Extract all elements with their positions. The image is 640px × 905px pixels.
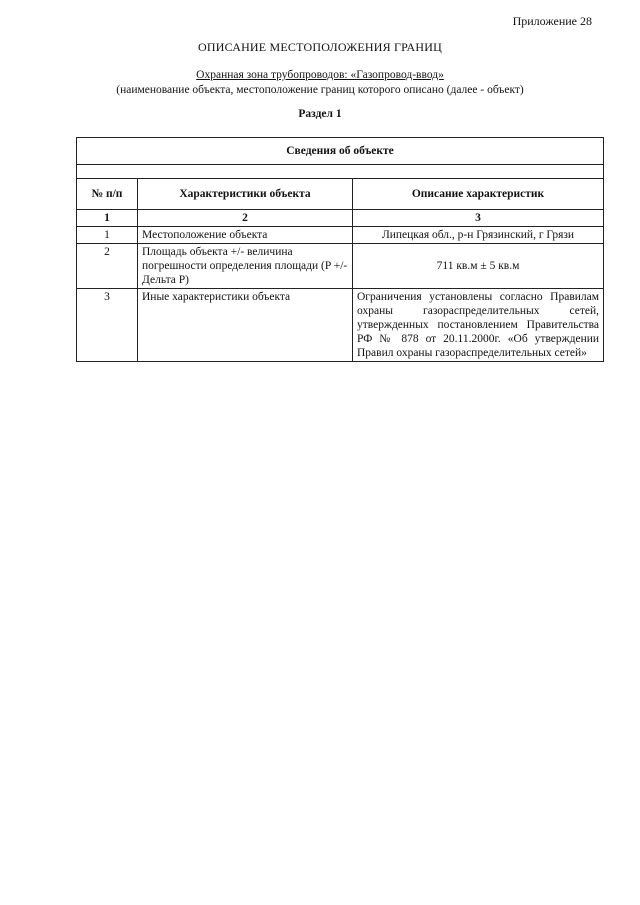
row-characteristic: Площадь объекта +/- величина погрешности определения площади (P +/- Дельта P): [138, 244, 353, 289]
column-header-number: № п/п: [77, 179, 138, 210]
row-characteristic: Иные характеристики объекта: [138, 289, 353, 362]
object-name: Охранная зона трубопроводов: «Газопровод-ввод»: [196, 69, 444, 81]
column-number-2: 2: [138, 210, 353, 227]
object-name-line: [0, 69, 640, 81]
row-description: 711 кв.м ± 5 кв.м: [353, 244, 604, 289]
table-caption-row: [77, 138, 604, 165]
table-row: [77, 244, 604, 289]
row-characteristic: Местоположение объекта: [138, 227, 353, 244]
row-number: 1: [77, 227, 138, 244]
table-spacer: [77, 165, 604, 179]
column-header-characteristic: Характеристики объекта: [138, 179, 353, 210]
column-header-description: Описание характеристик: [353, 179, 604, 210]
table-caption: Сведения об объекте: [77, 138, 604, 165]
row-description: Липецкая обл., р-н Грязинский, г Грязи: [353, 227, 604, 244]
column-number-1: 1: [77, 210, 138, 227]
column-number-row: [77, 210, 604, 227]
table-row: [77, 227, 604, 244]
object-name-note: (наименование объекта, местоположение границ которого описано (далее - объект): [116, 84, 524, 96]
object-info-table: [76, 137, 604, 362]
appendix-label: Приложение 28: [512, 14, 592, 28]
table-row: [77, 289, 604, 362]
document-title: ОПИСАНИЕ МЕСТОПОЛОЖЕНИЯ ГРАНИЦ: [198, 40, 442, 54]
table-header-row: [77, 179, 604, 210]
column-number-3: 3: [353, 210, 604, 227]
row-description: Ограничения установлены согласно Правилам охраны газораспределительных сетей, утвержденных постановлением Правительства РФ № 878 от 20.11.2000г. «Об утверждении Правил охраны газораспределительных сетей»: [353, 289, 604, 362]
table-spacer-row: [77, 165, 604, 179]
row-number: 2: [77, 244, 138, 289]
section-title: Раздел 1: [298, 108, 342, 120]
row-number: 3: [77, 289, 138, 362]
